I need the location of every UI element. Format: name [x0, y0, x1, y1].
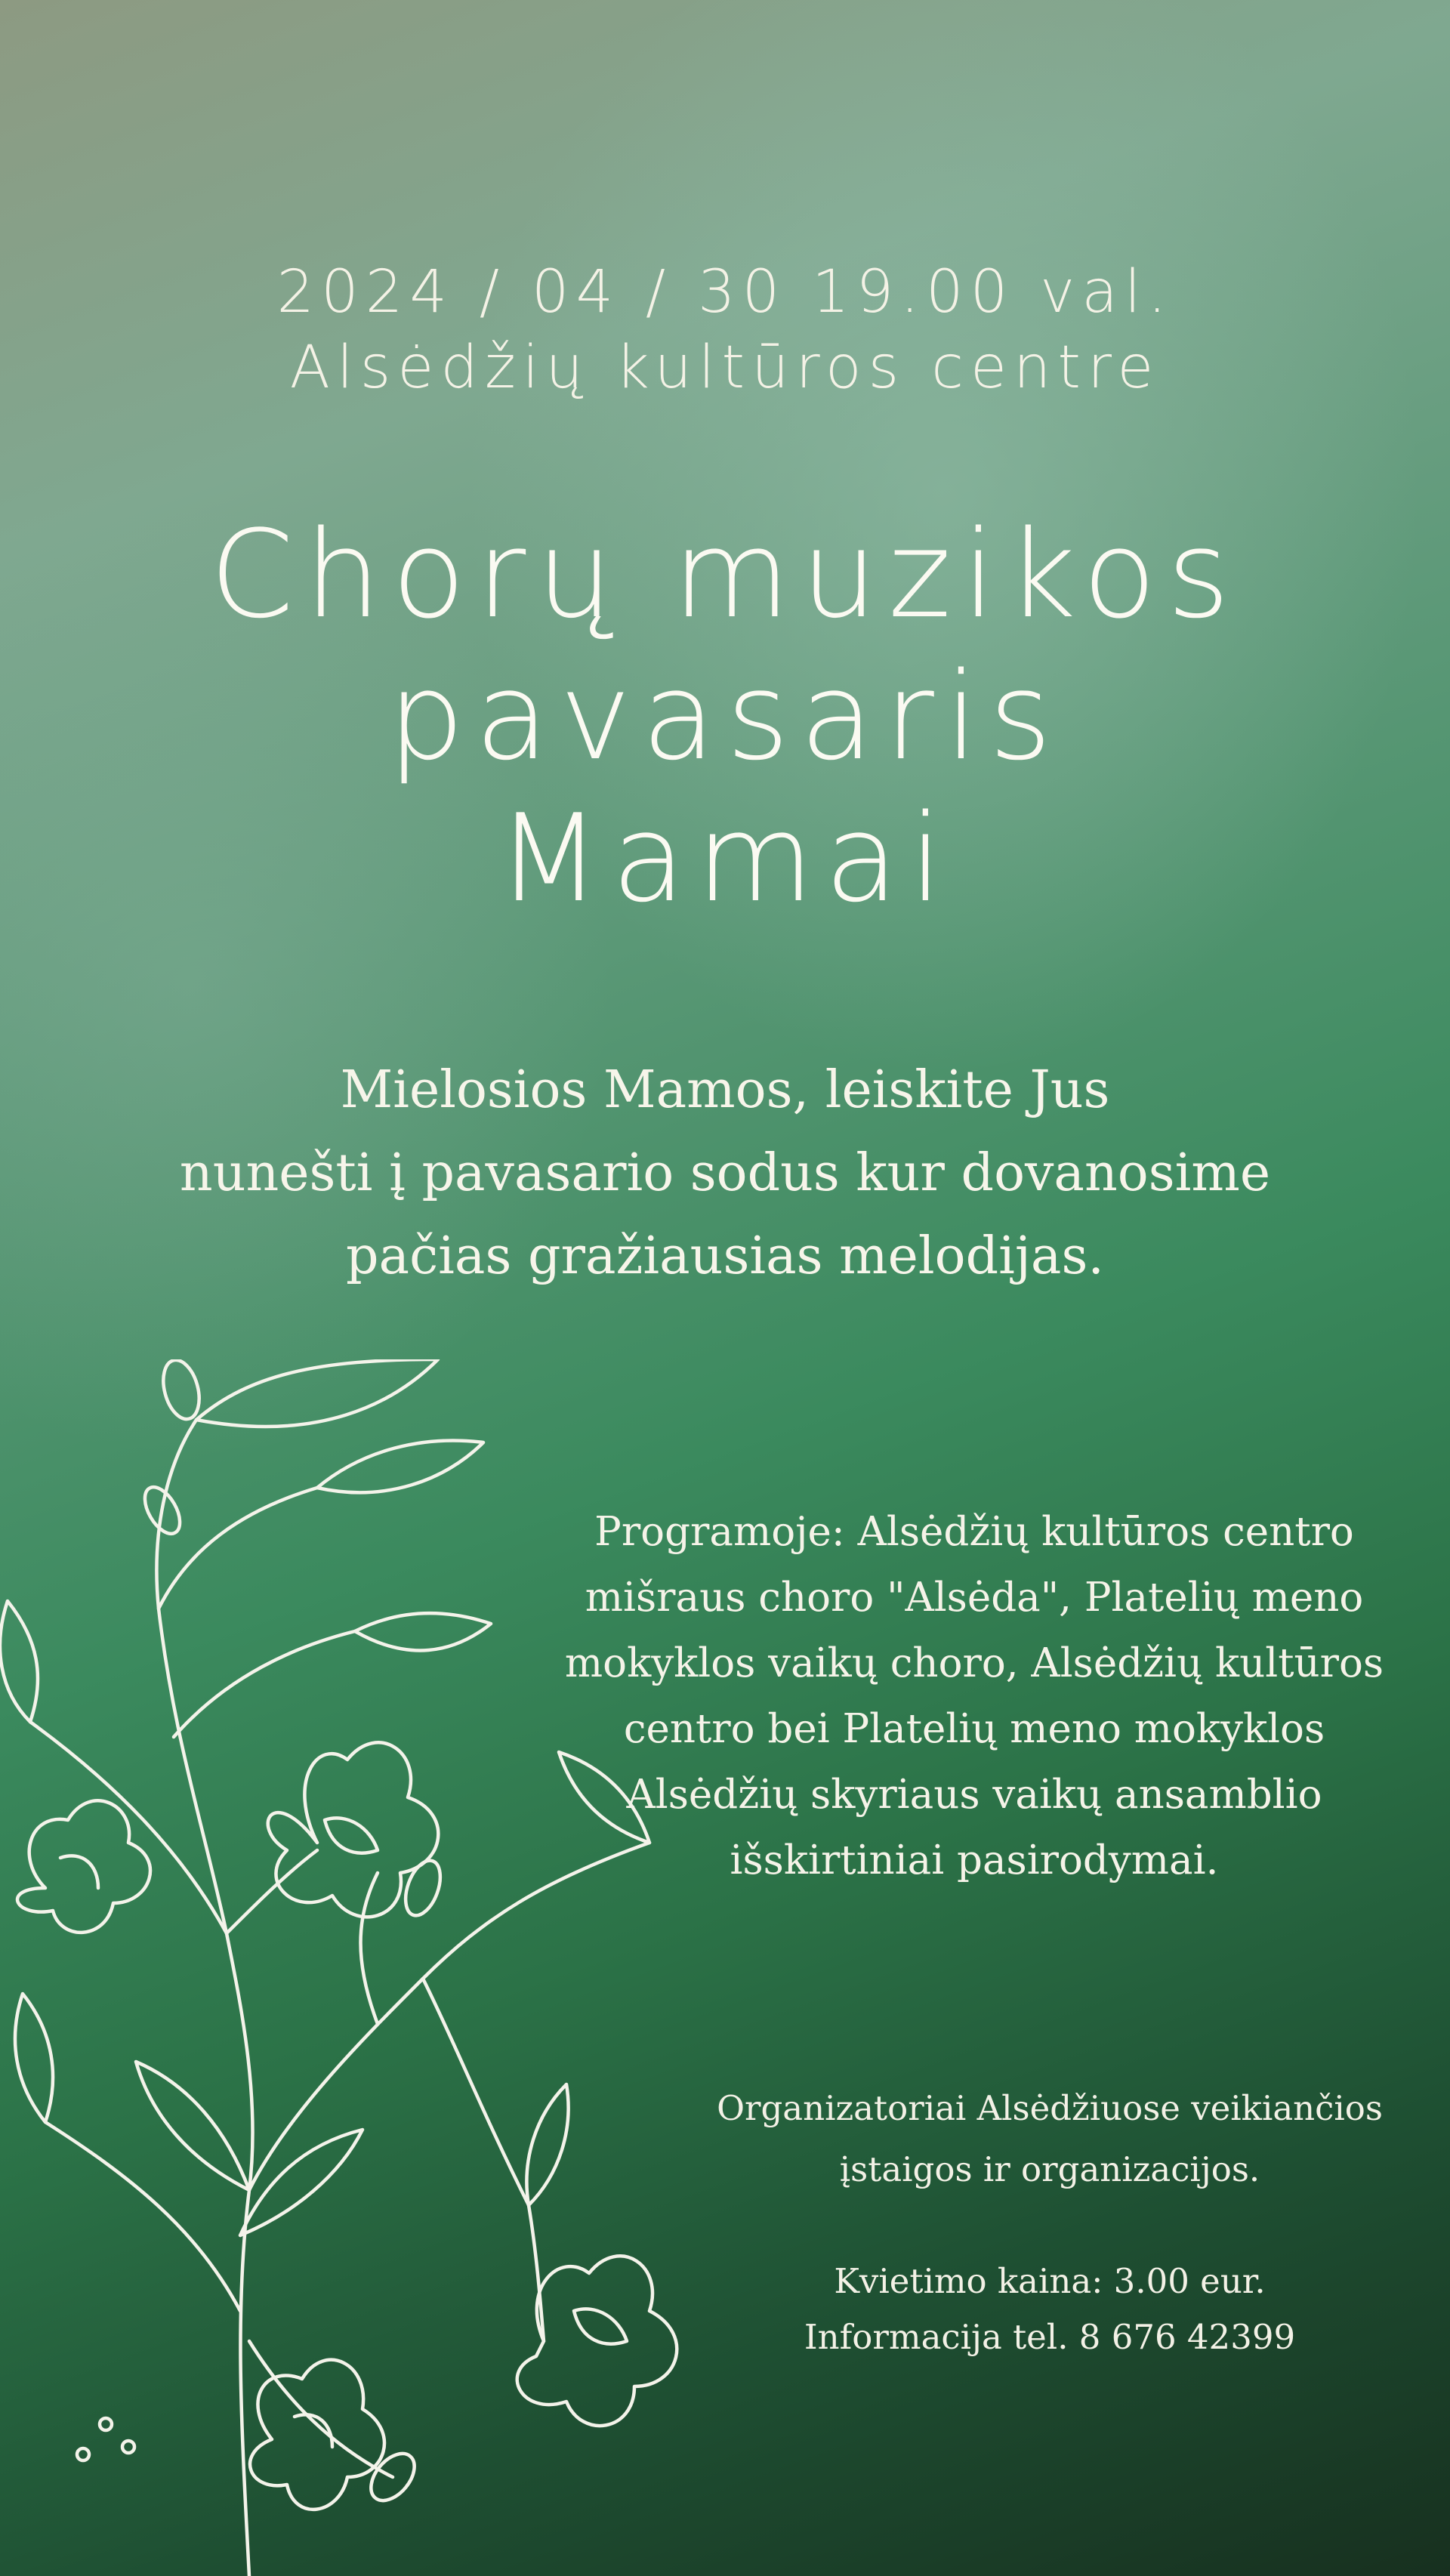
organizers-line-2: įstaigos ir organizacijos.	[839, 2149, 1260, 2189]
event-venue: Alsėdžių kultūros centre	[289, 334, 1161, 402]
title-line-2: pavasaris	[387, 646, 1063, 787]
info-phone: Informacija tel. 8 676 42399	[804, 2317, 1296, 2357]
program-line: centro bei Platelių meno mokyklos	[623, 1706, 1325, 1752]
title-line-3: Mamai	[496, 788, 954, 929]
flower-line-art-icon	[0, 1359, 710, 2576]
intro-line-3: pačias gražiausias melodijas.	[346, 1226, 1104, 1286]
organizers-line-1: Organizatoriai Alsėdžiuose veikiančios	[717, 2088, 1383, 2128]
program-line: mokyklos vaikų choro, Alsėdžių kultūros	[564, 1640, 1384, 1686]
program-line: mišraus choro "Alsėda", Platelių meno	[585, 1575, 1364, 1621]
program-line: Programoje: Alsėdžių kultūros centro	[594, 1509, 1354, 1555]
program-line: išskirtiniai pasirodymai.	[730, 1837, 1219, 1883]
title-line-1: Chorų muzikos	[209, 504, 1241, 645]
intro-line-2: nunešti į pavasario sodus kur dovanosime	[179, 1143, 1271, 1203]
ticket-price: Kvietimo kaina: 3.00 eur.	[834, 2261, 1266, 2301]
program-line: Alsėdžių skyriaus vaikų ansamblio	[626, 1772, 1322, 1818]
intro-line-1: Mielosios Mamos, leiskite Jus	[340, 1060, 1110, 1120]
event-date: 2024 / 04 / 30 19.00 val.	[276, 258, 1174, 326]
